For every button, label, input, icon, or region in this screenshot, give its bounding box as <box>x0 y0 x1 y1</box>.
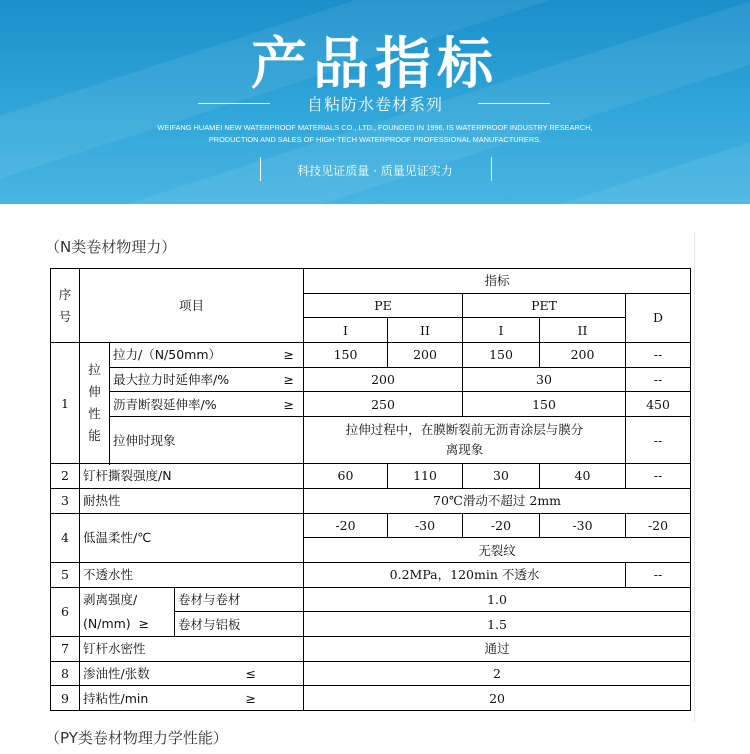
row-number: 9 <box>51 686 80 711</box>
item-label: 低温柔性/℃ <box>80 513 304 562</box>
row-number: 1 <box>51 343 80 464</box>
item-label-text: 持粘性/min <box>83 690 149 706</box>
comparison-symbol: ≥ <box>283 347 294 363</box>
header-pe: PE <box>304 293 463 318</box>
sub-item-label: 卷材与铝板 <box>175 612 304 637</box>
value-cell: -- <box>626 343 691 368</box>
item-label: 不透水性 <box>80 562 304 587</box>
category-label: 拉 伸 性 能 <box>80 343 110 464</box>
table-row <box>51 488 691 513</box>
section-title-n: （N类卷材物理力） <box>45 238 177 256</box>
value-cell: 250 <box>304 392 463 417</box>
item-label: 钉杆水密性 <box>80 636 304 661</box>
value-cell: 200 <box>388 343 463 368</box>
table-row <box>51 513 691 538</box>
item-label <box>110 367 304 392</box>
value-cell: 30 <box>463 464 540 489</box>
item-label: 剥离强度/ (N/mm) ≥ <box>80 587 175 636</box>
item-label: 拉伸时现象 <box>110 417 304 464</box>
table-row <box>51 417 691 464</box>
value-cell: -30 <box>540 513 626 538</box>
header-pet-i: I <box>463 318 540 343</box>
row-number: 8 <box>51 661 80 686</box>
section-title-py: （PY类卷材物理力学性能） <box>45 729 228 747</box>
value-cell: 通过 <box>304 636 691 661</box>
value-cell: 60 <box>304 464 388 489</box>
banner-english-text <box>0 122 750 146</box>
header-pet-ii: II <box>540 318 626 343</box>
value-cell: -- <box>626 417 691 464</box>
table-row <box>51 686 691 711</box>
table-row <box>51 562 691 587</box>
value-cell: 450 <box>626 392 691 417</box>
table-row <box>51 269 691 294</box>
value-cell: 无裂纹 <box>304 538 691 563</box>
header-pe-i: I <box>304 318 388 343</box>
comparison-symbol: ≥ <box>245 690 256 706</box>
value-cell: 200 <box>540 343 626 368</box>
value-cell: 0.2MPa，120min 不透水 <box>304 562 626 587</box>
header-d: D <box>626 293 691 342</box>
row-number: 6 <box>51 587 80 636</box>
value-cell: 1.5 <box>304 612 691 637</box>
value-cell: 150 <box>463 392 626 417</box>
comparison-symbol: ≥ <box>283 396 294 412</box>
row-number: 3 <box>51 488 80 513</box>
value-cell: 150 <box>304 343 388 368</box>
value-cell: -20 <box>304 513 388 538</box>
value-cell: 200 <box>304 367 463 392</box>
value-cell: 2 <box>304 661 691 686</box>
value-cell: -- <box>626 367 691 392</box>
header-banner <box>0 0 750 204</box>
value-cell: -30 <box>388 513 463 538</box>
row-number: 2 <box>51 464 80 489</box>
comparison-symbol: ≤ <box>245 665 256 681</box>
value-cell: 1.0 <box>304 587 691 612</box>
row-number: 5 <box>51 562 80 587</box>
value-cell: -20 <box>463 513 540 538</box>
banner-subtitle: 自粘防水卷材系列 <box>306 95 443 114</box>
item-label <box>110 343 304 368</box>
header-seq: 序 号 <box>51 269 80 343</box>
item-label-text: 渗油性/张数 <box>83 665 150 681</box>
table-row <box>51 367 691 392</box>
header-pet: PET <box>463 293 626 318</box>
value-cell: 150 <box>463 343 540 368</box>
value-cell: 110 <box>388 464 463 489</box>
banner-english-line-1: WEIFANG HUAMEI NEW WATERPROOF MATERIALS CO., LTD., FOUNDED IN 1996, IS WATERPROOF INDUSTRY RESEARCH, <box>157 123 593 132</box>
slogan: 科技见证质量 · 质量见证实力 <box>297 164 453 178</box>
header-item: 项目 <box>80 269 304 343</box>
value-cell: -20 <box>626 513 691 538</box>
spec-table <box>50 268 691 711</box>
item-label-text: 拉力/（N/50mm） <box>113 347 222 363</box>
value-cell: 拉伸过程中，在膜断裂前无沥青涂层与膜分 离现象 <box>304 417 626 464</box>
table-row <box>51 636 691 661</box>
table-row <box>51 464 691 489</box>
value-cell: 40 <box>540 464 626 489</box>
value-cell: -- <box>626 562 691 587</box>
value-cell: -- <box>626 464 691 489</box>
value-cell: 70℃滑动不超过 2mm <box>304 488 691 513</box>
row-number: 7 <box>51 636 80 661</box>
sub-item-label: 卷材与卷材 <box>175 587 304 612</box>
banner-english-line-2: PRODUCTION AND SALES OF HIGH-TECH WATERPROOF PROFESSIONAL MANUFACTURERS. <box>208 135 542 144</box>
value-cell: 20 <box>304 686 691 711</box>
value-cell: 30 <box>463 367 626 392</box>
row-number: 4 <box>51 513 80 562</box>
banner-title: 产品指标 <box>251 32 499 97</box>
item-label <box>110 392 304 417</box>
table-row <box>51 661 691 686</box>
item-label-text: 最大拉力时延伸率/% <box>113 372 230 388</box>
item-label <box>80 661 304 686</box>
item-label: 钉杆撕裂强度/N <box>80 464 304 489</box>
table-row <box>51 343 691 368</box>
comparison-symbol: ≥ <box>283 372 294 388</box>
header-pe-ii: II <box>388 318 463 343</box>
item-label: 耐热性 <box>80 488 304 513</box>
table-row <box>51 392 691 417</box>
table-row <box>51 587 691 612</box>
item-label <box>80 686 304 711</box>
item-label-text: 沥青断裂延伸率/% <box>113 396 217 412</box>
header-indicator: 指标 <box>304 269 691 294</box>
